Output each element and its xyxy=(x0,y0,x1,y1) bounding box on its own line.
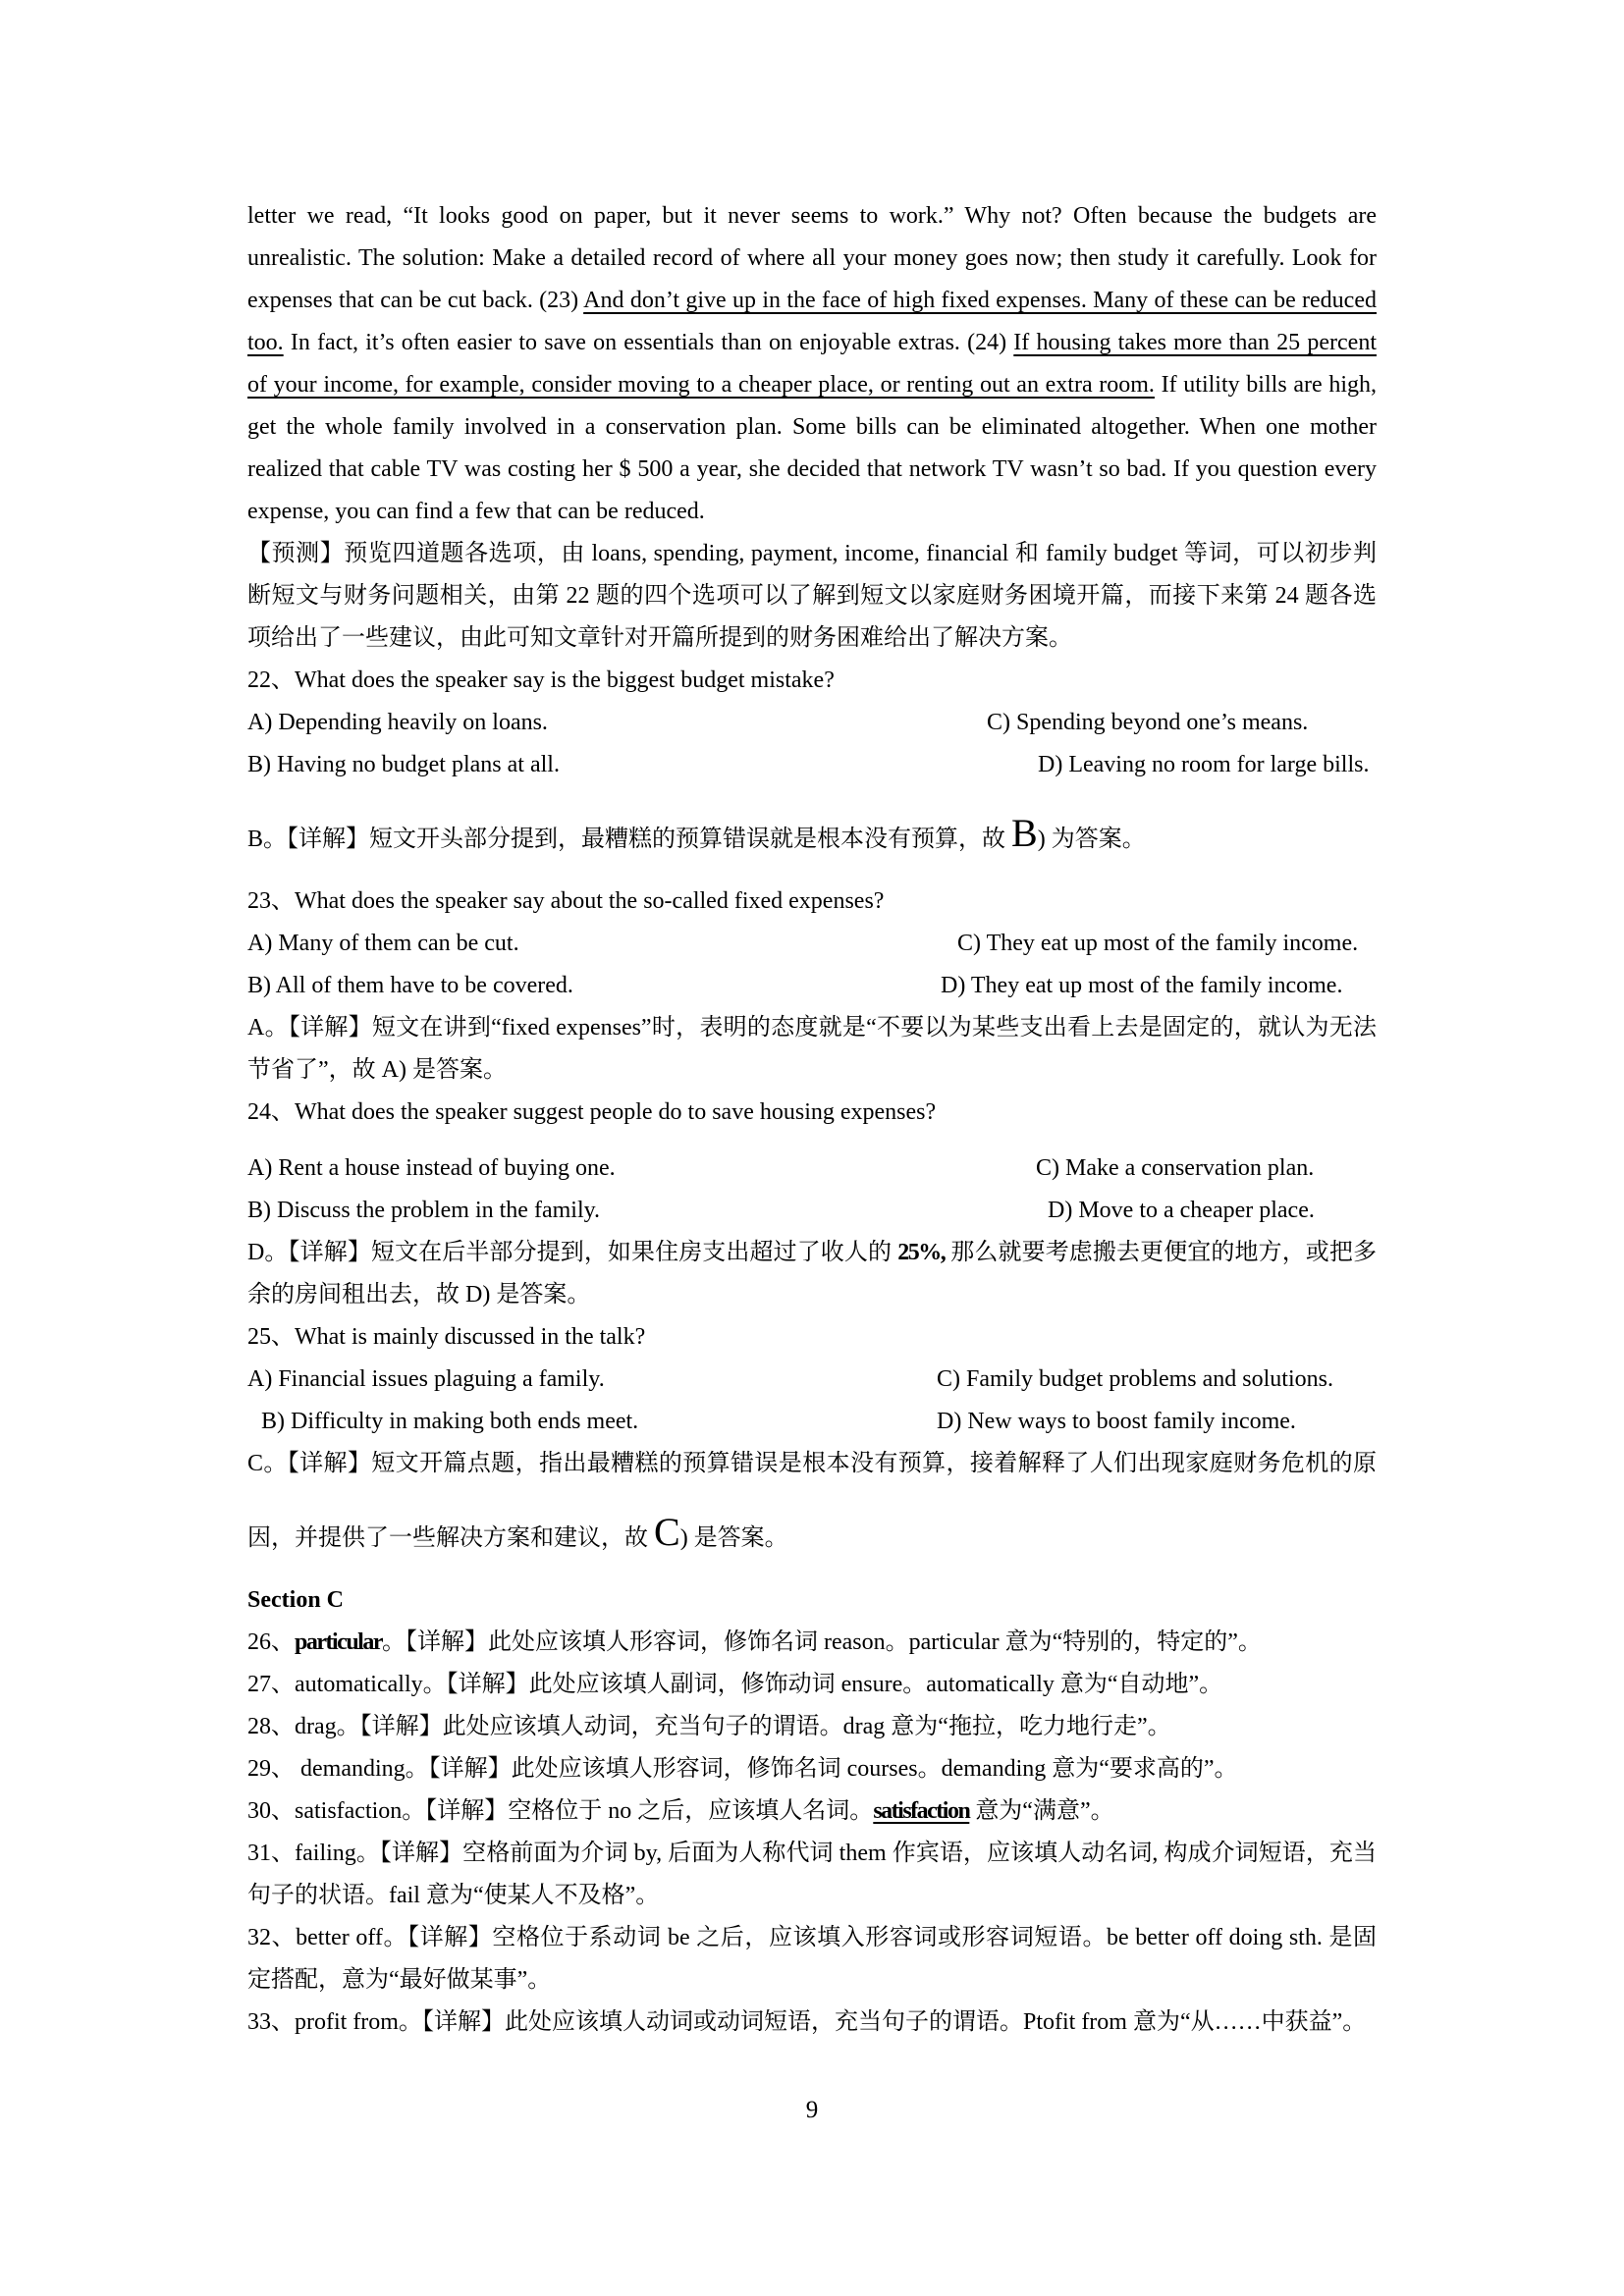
prediction-note: 【预测】预览四道题各选项，由 loans, spending, payment, income, financial 和 family budget 等词，可以初步判断短文与财务问题相关，由第 22 题的四个选项可以了解到短文以家庭财务困境开篇，而接下来第 24 题各选项给出了一些建议，由此可知文章针对开篇所提到的财务困难给出了解决方案。 xyxy=(247,541,1377,651)
item-26-number: 26、 xyxy=(247,1629,295,1655)
answer-24 xyxy=(247,1232,1377,1316)
item-30 xyxy=(247,1790,1377,1833)
option-22-c: C) Spending beyond one’s means. xyxy=(987,710,1309,735)
question-25-options-row-2 xyxy=(247,1401,1377,1443)
page-number: 9 xyxy=(805,2097,819,2123)
option-23-b: B) All of them have to be covered. xyxy=(247,973,573,998)
question-23-options-row-2 xyxy=(247,965,1377,1007)
item-26-answer-word: particular xyxy=(295,1629,382,1655)
item-26 xyxy=(247,1622,1377,1664)
option-25-b: B) Difficulty in making both ends meet. xyxy=(261,1409,639,1434)
question-22-options-row-2 xyxy=(247,744,1377,786)
item-29: 29、 demanding。【详解】此处应该填人形容词，修饰名词 courses。demanding 意为“要求高的”。 xyxy=(247,1756,1238,1782)
option-24-b: B) Discuss the problem in the family. xyxy=(247,1198,601,1223)
question-22-options-row-1 xyxy=(247,702,1377,744)
item-26-explanation: 。【详解】此处应该填人形容词，修饰名词 reason。particular 意为“特别的，特定的”。 xyxy=(381,1629,1262,1655)
option-22-d: D) Leaving no room for large bills. xyxy=(1038,752,1370,777)
answer-25-text: C。【详解】短文开篇点题，指出最糟糕的预算错误是根本没有预算，接着解释了人们出现家庭财务危机的原因，并提供了一些解决方案和建议，故 xyxy=(247,1451,1377,1551)
option-24-a: A) Rent a house instead of buying one. xyxy=(247,1155,616,1181)
passage-underlined-24: If housing takes more than 25 percent of your income, for example, consider moving to a cheaper place, or renting out an extra room. xyxy=(247,330,1377,398)
option-23-c: C) They eat up most of the family income. xyxy=(957,931,1359,956)
question-23: 23、What does the speaker say about the so-called fixed expenses? xyxy=(247,888,885,914)
passage-segment-3: In fact, it’s often easier to save on essentials than on enjoyable extras. (24) xyxy=(283,330,1014,355)
passage-segment-5: If utility bills are high, get the whole family involved in a conservation plan. Some bills can be eliminated altogether. When one mother realized that cable TV was costing her $ 500 a year, she decided that network TV wasn’t so bad. If you question every expense, you can find a few that can be reduced. xyxy=(247,372,1377,524)
item-27: 27、automatically。【详解】此处应该填人副词，修饰动词 ensure。automatically 意为“自动地”。 xyxy=(247,1672,1223,1697)
option-24-d: D) Move to a cheaper place. xyxy=(1048,1198,1315,1223)
answer-23: A。【详解】短文在讲到“fixed expenses”时，表明的态度就是“不要以为某些支出看上去是固定的，就认为无法节省了”，故 A) 是答案。 xyxy=(247,1015,1377,1083)
passage-segment-1: letter we read, “It looks good on paper, but it never seems to work.” Why not? Often because the budgets are unrealistic. The solution: Make a detailed record of where all your money goes now; then study it carefully. Look for expenses that can be cut back. (23) xyxy=(247,203,1377,313)
option-23-d: D) They eat up most of the family income. xyxy=(941,973,1343,998)
item-30-text: 30、satisfaction。【详解】空格位于 no 之后，应该填人名词。 xyxy=(247,1798,874,1824)
option-25-c: C) Family budget problems and solutions. xyxy=(937,1366,1333,1392)
question-24-options-row-2 xyxy=(247,1190,1377,1232)
section-c-heading: Section C xyxy=(247,1587,344,1613)
question-25-options-row-1 xyxy=(247,1359,1377,1401)
option-25-a: A) Financial issues plaguing a family. xyxy=(247,1366,605,1392)
question-23-options-row-1 xyxy=(247,923,1377,965)
item-31: 31、failing。【详解】空格前面为介词 by, 后面为人称代词 them 作宾语，应该填人动名词, 构成介词短语，充当句子的状语。fail 意为“使某人不及格”。 xyxy=(247,1841,1377,1908)
item-30-tail: 意为“满意”。 xyxy=(969,1798,1114,1824)
question-25: 25、What is mainly discussed in the talk? xyxy=(247,1324,646,1350)
answer-22-big-letter: B xyxy=(1011,811,1038,855)
item-33: 33、profit from。【详解】此处应该填人动词或动词短语，充当句子的谓语。Ptofit from 意为“从……中获益”。 xyxy=(247,2009,1367,2035)
answer-24-text: D。【详解】短文在后半部分提到，如果住房支出超过了收人的 xyxy=(247,1240,898,1265)
question-24-options-row-1 xyxy=(247,1148,1377,1190)
answer-25-big-letter: C xyxy=(654,1510,680,1554)
option-25-d: D) New ways to boost family income. xyxy=(937,1409,1296,1434)
item-30-answer-word: satisfaction xyxy=(873,1798,970,1824)
passage-paragraph xyxy=(247,195,1377,533)
question-24: 24、What does the speaker suggest people do to save housing expenses? xyxy=(247,1099,937,1125)
option-24-c: C) Make a conservation plan. xyxy=(1036,1155,1315,1181)
question-22: 22、What does the speaker say is the biggest budget mistake? xyxy=(247,667,835,693)
option-22-b: B) Having no budget plans at all. xyxy=(247,752,560,777)
answer-22 xyxy=(247,786,1377,881)
answer-22-text: B。【详解】短文开头部分提到，最糟糕的预算错误就是根本没有预算，故 xyxy=(247,827,1012,852)
answer-25-tail: ) 是答案。 xyxy=(679,1525,788,1551)
answer-24-tail: 那么就要考虑搬去更便宜的地方，或把多余的房间租出去，故 D) 是答案。 xyxy=(247,1240,1377,1308)
answer-22-tail: ) 为答案。 xyxy=(1037,827,1146,852)
item-28: 28、drag。【详解】此处应该填人动词，充当句子的谓语。drag 意为“拖拉，吃力地行走”。 xyxy=(247,1714,1171,1739)
answer-24-percent: 25%, xyxy=(897,1240,946,1265)
answer-25 xyxy=(247,1443,1377,1579)
option-23-a: A) Many of them can be cut. xyxy=(247,931,519,956)
option-22-a: A) Depending heavily on loans. xyxy=(247,710,548,735)
item-32: 32、better off。【详解】空格位于系动词 be 之后，应该填入形容词或形容词短语。be better off doing sth. 是固定搭配，意为“最好做某事”。 xyxy=(247,1925,1377,1993)
passage-underlined-23: And don’t give up in the face of high fixed expenses. Many of these can be reduced too. xyxy=(247,288,1377,355)
